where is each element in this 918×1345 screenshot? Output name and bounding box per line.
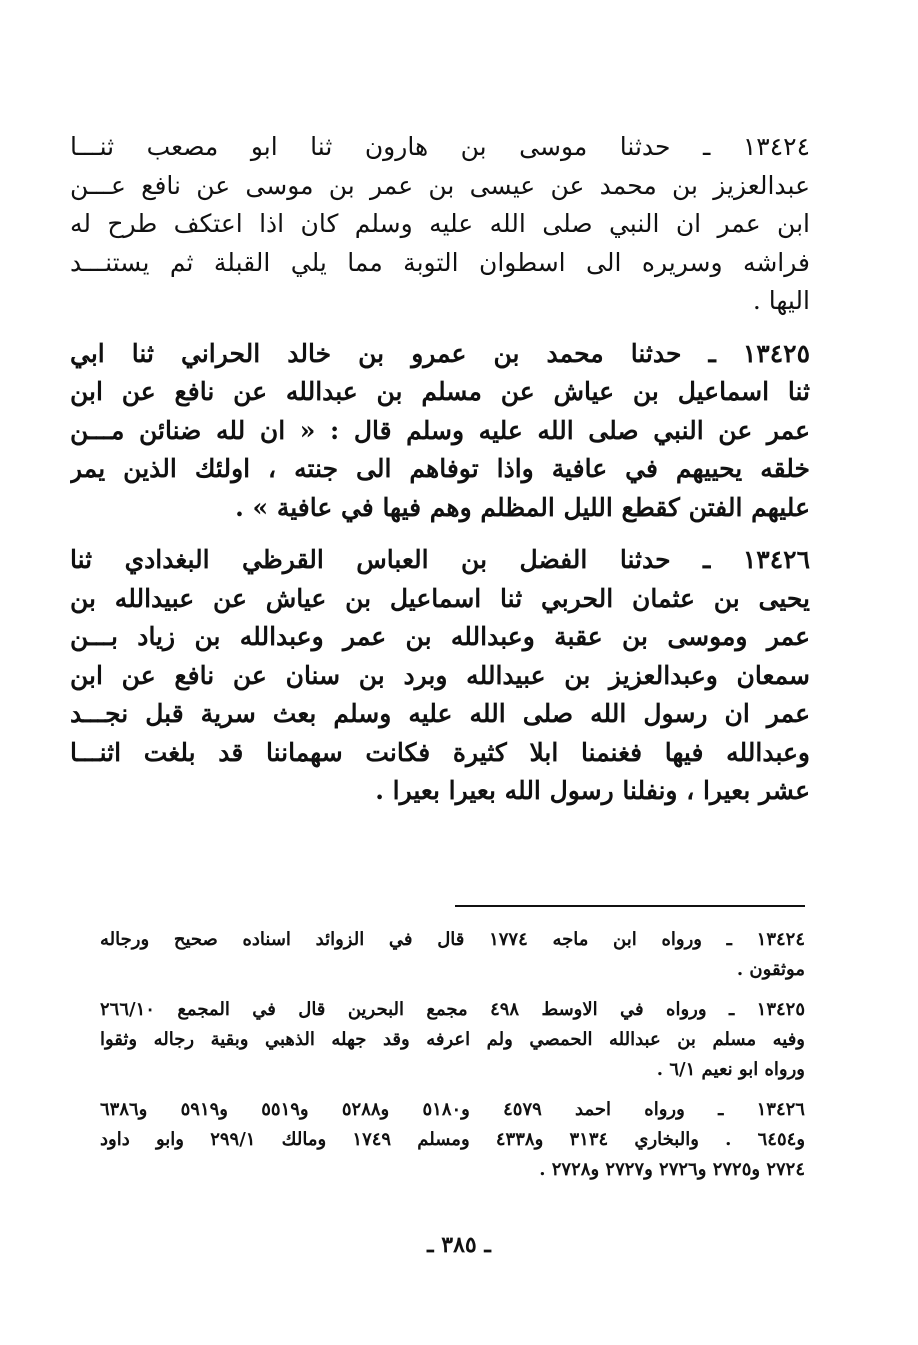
hadith-13425 [70,335,810,528]
footnote-13424 [100,925,805,985]
hadith-line: عليهم الفتن كقطع الليل المظلم وهم فيها في عافية » . [235,492,810,522]
footnote-line: ٢٧٢٤ و٢٧٢٥ و٢٧٢٦ و٢٧٢٧ و٢٧٢٨ . [539,1159,805,1180]
footnote-line: ١٣٤٢٥ ـ ورواه في الاوسط ٤٩٨ مجمع البحرين قال في المجمع ٢٦٦/١٠ [100,999,805,1020]
hadith-line: خلقه يحييهم في عافية واذا توفاهم الى جنته ، اولئك الذين يمر [70,454,810,483]
footnote-13425 [100,995,805,1085]
footnote-line: و٦٤٥٤ . والبخاري ٣١٣٤ و٤٣٣٨ ومسلم ١٧٤٩ ومالك ٢٩٩/١ وابو داود [100,1129,805,1150]
hadith-line: فراشه وسريره الى اسطوان التوبة مما يلي القبلة ثم يستنـــد [70,247,810,277]
page-number: ـ ٣٨٥ ـ [427,1232,491,1258]
hadith-13424 [70,128,810,321]
footnote-line: ورواه ابو نعيم ٦/١ . [656,1059,805,1080]
hadith-line: يحيى بن عثمان الحربي ثنا اسماعيل بن عياش عن عبيدالله بن [70,583,810,613]
hadith-line: عمر ان رسول الله صلى الله عليه وسلم بعث سرية قبل نجـــد [70,699,810,728]
footnote-line: موثقون . [736,959,805,980]
footnote-line: وفيه مسلم بن عبدالله الحمصي ولم اعرفه وقد جهله الذهبي وبقية رجاله وثقوا [100,1029,805,1050]
hadith-line: ١٣٤٢٦ ـ حدثنا الفضل بن العباس القرظي البغدادي ثنا [70,545,810,574]
hadith-line: عبدالعزيز بن محمد عن عيسى بن عمر بن موسى عن نافع عـــن [70,170,810,200]
hadith-line: ابن عمر ان النبي صلى الله عليه وسلم كان اذا اعتكف طرح له [70,209,810,238]
hadith-13426 [70,541,810,811]
hadith-line: عمر عن النبي صلى الله عليه وسلم قال : « ان لله ضنائن مـــن [70,415,810,445]
footnote-13426 [100,1095,805,1185]
hadith-line: ١٣٤٢٤ ـ حدثنا موسى بن هارون ثنا ابو مصعب ثنـــا [70,132,810,161]
hadith-line: اليها . [752,286,810,315]
footnote-line: ١٣٤٢٦ ـ ورواه احمد ٤٥٧٩ و٥١٨٠ و٥٢٨٨ و٥٥١٩ و٥٩١٩ و٦٣٨٦ [100,1099,805,1120]
hadith-text-body [70,128,810,825]
footnote-divider [455,905,805,907]
hadith-line: وعبدالله فيها فغنمنا ابلا كثيرة فكانت سهماننا قد بلغت اثنـــا [70,737,810,767]
hadith-line: ١٣٤٢٥ ـ حدثنا محمد بن عمرو بن خالد الحراني ثنا ابي [70,338,810,368]
hadith-line: سمعان وعبدالعزيز بن عبيدالله وبرد بن سنان عن نافع عن ابن [70,660,810,690]
footnote-line: ١٣٤٢٤ ـ ورواه ابن ماجه ١٧٧٤ قال في الزوائد اسناده صحيح ورجاله [100,929,805,950]
hadith-line: عشر بعيرا ، ونفلنا رسول الله بعيرا بعيرا . [375,776,810,805]
hadith-line: عمر وموسى بن عقبة وعبدالله بن عمر وعبدالله بن زياد بـــن [70,622,810,651]
footnotes [100,925,805,1195]
hadith-line: ثنا اسماعيل بن عياش عن مسلم بن عبدالله عن نافع عن ابن [70,377,810,406]
